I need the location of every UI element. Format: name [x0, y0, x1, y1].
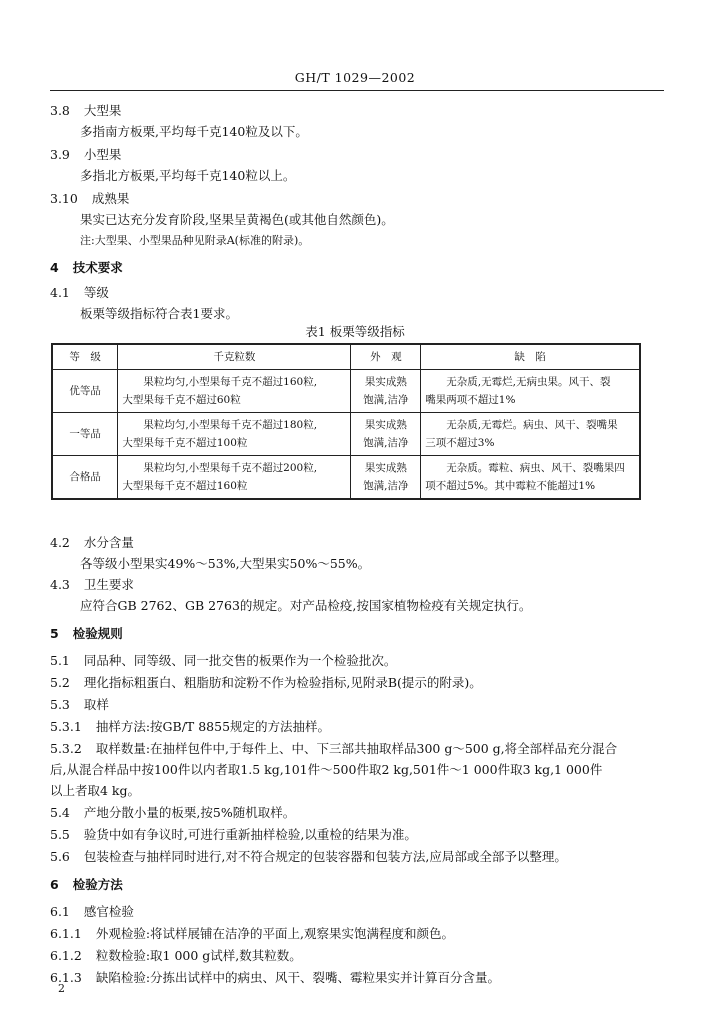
defect-cell	[421, 413, 640, 456]
defect-line: 无杂质。霉粒、病虫、风干、裂嘴果四	[446, 462, 625, 474]
clause-text: 注:大型果、小型果品种见附录A(标准的附录)。	[80, 234, 310, 247]
text-line-l53	[50, 697, 109, 713]
defect-line: 三项不超过3%	[425, 437, 495, 449]
clause-number: 6.1.2	[50, 948, 82, 963]
appearance-line: 饱满,洁净	[363, 394, 409, 406]
count-line: 大型果每千克不超过100粒	[122, 437, 248, 449]
table-row	[52, 456, 640, 500]
clause-number: 3.10	[50, 191, 78, 206]
table-row	[52, 370, 640, 413]
text-line-l613	[50, 970, 500, 986]
text-line-l52	[50, 675, 482, 691]
text-line-l532c	[50, 783, 140, 799]
clause-number: 4.1	[50, 285, 70, 300]
clause-number: 3.8	[50, 103, 70, 118]
clause-number: 5.5	[50, 827, 70, 842]
clause-text: 理化指标粗蛋白、粗脂肪和淀粉不作为检验指标,见附录B(提示的附录)。	[83, 675, 482, 690]
text-line-l612	[50, 948, 302, 964]
clause-text: 取样数量:在抽样包件中,于每件上、中、下三部共抽取样品300 g～500 g,将全部样品充分混合	[95, 741, 618, 756]
clause-text: 检验方法	[72, 877, 123, 892]
header-defects: 缺 陷	[421, 344, 640, 370]
text-line-l310b	[80, 212, 394, 228]
defect-line: 无杂质,无霉烂。病虫、风干、裂嘴果	[446, 419, 618, 431]
appearance-line: 饱满,洁净	[363, 437, 409, 449]
grade-cell: 优等品	[52, 370, 118, 413]
defect-line: 嘴果两项不超过1%	[425, 394, 516, 406]
clause-text: 应符合GB 2762、GB 2763的规定。对产品检疫,按国家植物检疫有关规定执行。	[80, 598, 532, 613]
clause-text: 多指南方板栗,平均每千克140粒及以下。	[80, 124, 308, 139]
appearance-cell	[351, 370, 421, 413]
count-line: 大型果每千克不超过160粒	[122, 480, 248, 492]
clause-number: 5.3	[50, 697, 70, 712]
text-line-s6	[50, 877, 123, 893]
clause-text: 等级	[83, 285, 109, 300]
clause-text: 缺陷检验:分拣出试样中的病虫、风干、裂嘴、霉粒果实并计算百分含量。	[95, 970, 501, 985]
clause-text: 取样	[83, 697, 109, 712]
clause-number: 5.6	[50, 849, 70, 864]
header-count: 千克粒数	[118, 344, 351, 370]
clause-number: 4	[50, 260, 59, 275]
text-line-l532	[50, 741, 617, 757]
grade-cell: 一等品	[52, 413, 118, 456]
text-line-l51	[50, 653, 396, 669]
text-line-l43b	[80, 598, 531, 614]
clause-text: 水分含量	[83, 535, 134, 550]
text-line-l56	[50, 849, 567, 865]
clause-number: 5.2	[50, 675, 70, 690]
text-line-l42	[50, 535, 134, 551]
header-appearance: 外 观	[351, 344, 421, 370]
count-line: 果粒均匀,小型果每千克不超过200粒,	[143, 462, 318, 474]
text-line-l39b	[80, 168, 295, 184]
clause-number: 5.1	[50, 653, 70, 668]
table-caption: 表1 板栗等级指标	[305, 324, 405, 339]
clause-text: 抽样方法:按GB/T 8855规定的方法抽样。	[95, 719, 331, 734]
text-line-l310	[50, 191, 129, 207]
defect-cell	[421, 456, 640, 500]
defect-line: 无杂质,无霉烂,无病虫果。风干、裂	[446, 376, 611, 388]
appearance-line: 果实成熟	[364, 376, 407, 388]
count-cell	[118, 413, 351, 456]
clause-number: 4.3	[50, 577, 70, 592]
count-line: 大型果每千克不超过60粒	[122, 394, 241, 406]
clause-text: 后,从混合样品中按100件以内者取1.5 kg,101件～500件取2 kg,501件～1 000件取3 kg,1 000件	[50, 762, 603, 777]
text-line-l531	[50, 719, 330, 735]
count-line: 果粒均匀,小型果每千克不超过180粒,	[143, 419, 318, 431]
clause-text: 各等级小型果实49%～53%,大型果实50%～55%。	[80, 556, 371, 571]
clause-number: 6.1.3	[50, 970, 82, 985]
clause-text: 大型果	[83, 103, 122, 118]
clause-number: 4.2	[50, 535, 70, 550]
header-rule	[50, 90, 664, 91]
clause-text: 检验规则	[72, 626, 123, 641]
clause-text: 多指北方板栗,平均每千克140粒以上。	[80, 168, 296, 183]
table-row	[52, 413, 640, 456]
defect-cell	[421, 370, 640, 413]
text-line-l38b	[80, 124, 308, 140]
clause-text: 技术要求	[72, 260, 123, 275]
clause-text: 卫生要求	[83, 577, 134, 592]
clause-text: 以上者取4 kg。	[50, 783, 141, 798]
text-line-s4	[50, 260, 123, 276]
defect-line: 项不超过5%。其中霉粒不能超过1%	[425, 480, 596, 492]
clause-number: 3.9	[50, 147, 70, 162]
text-line-l611	[50, 926, 454, 942]
appearance-line: 饱满,洁净	[363, 480, 409, 492]
grade-table	[51, 343, 641, 500]
page-number: 2	[58, 982, 65, 995]
count-cell	[118, 370, 351, 413]
table-header-row	[52, 344, 640, 370]
appearance-cell	[351, 456, 421, 500]
clause-number: 5.3.2	[50, 741, 82, 756]
clause-text: 同品种、同等级、同一批交售的板栗作为一个检验批次。	[83, 653, 397, 668]
clause-number: 5.4	[50, 805, 70, 820]
text-line-l55	[50, 827, 417, 843]
appearance-cell	[351, 413, 421, 456]
header-grade: 等 级	[52, 344, 118, 370]
text-line-l41b	[80, 306, 238, 322]
clause-text: 果实已达充分发育阶段,坚果呈黄褐色(或其他自然颜色)。	[80, 212, 394, 227]
count-cell	[118, 456, 351, 500]
clause-text: 产地分散小量的板栗,按5%随机取样。	[83, 805, 296, 820]
clause-text: 验货中如有争议时,可进行重新抽样检验,以重检的结果为准。	[83, 827, 417, 842]
appearance-line: 果实成熟	[364, 462, 407, 474]
text-line-s5	[50, 626, 123, 642]
clause-number: 6.1.1	[50, 926, 82, 941]
clause-text: 包装检查与抽样同时进行,对不符合规定的包装容器和包装方法,应局部或全部予以整理。	[83, 849, 567, 864]
grade-cell: 合格品	[52, 456, 118, 500]
text-line-l39	[50, 147, 121, 163]
text-line-l61	[50, 904, 134, 920]
text-line-l42b	[80, 556, 370, 572]
clause-number: 6.1	[50, 904, 70, 919]
text-line-l41	[50, 285, 109, 301]
clause-number: 6	[50, 877, 59, 892]
document-header: GH/T 1029—2002	[294, 70, 416, 85]
clause-text: 外观检验:将试样展铺在洁净的平面上,观察果实饱满程度和颜色。	[95, 926, 454, 941]
text-line-note	[80, 233, 309, 249]
clause-text: 粒数检验:取1 000 g试样,数其粒数。	[95, 948, 302, 963]
appearance-line: 果实成熟	[364, 419, 407, 431]
clause-number: 5.3.1	[50, 719, 82, 734]
clause-text: 感官检验	[83, 904, 134, 919]
count-line: 果粒均匀,小型果每千克不超过160粒,	[143, 376, 318, 388]
clause-text: 板栗等级指标符合表1要求。	[80, 306, 238, 321]
clause-text: 小型果	[83, 147, 122, 162]
text-line-l532b	[50, 762, 602, 778]
text-line-l38	[50, 103, 121, 119]
clause-text: 成熟果	[91, 191, 130, 206]
clause-number: 5	[50, 626, 59, 641]
text-line-l43	[50, 577, 134, 593]
text-line-l54	[50, 805, 295, 821]
